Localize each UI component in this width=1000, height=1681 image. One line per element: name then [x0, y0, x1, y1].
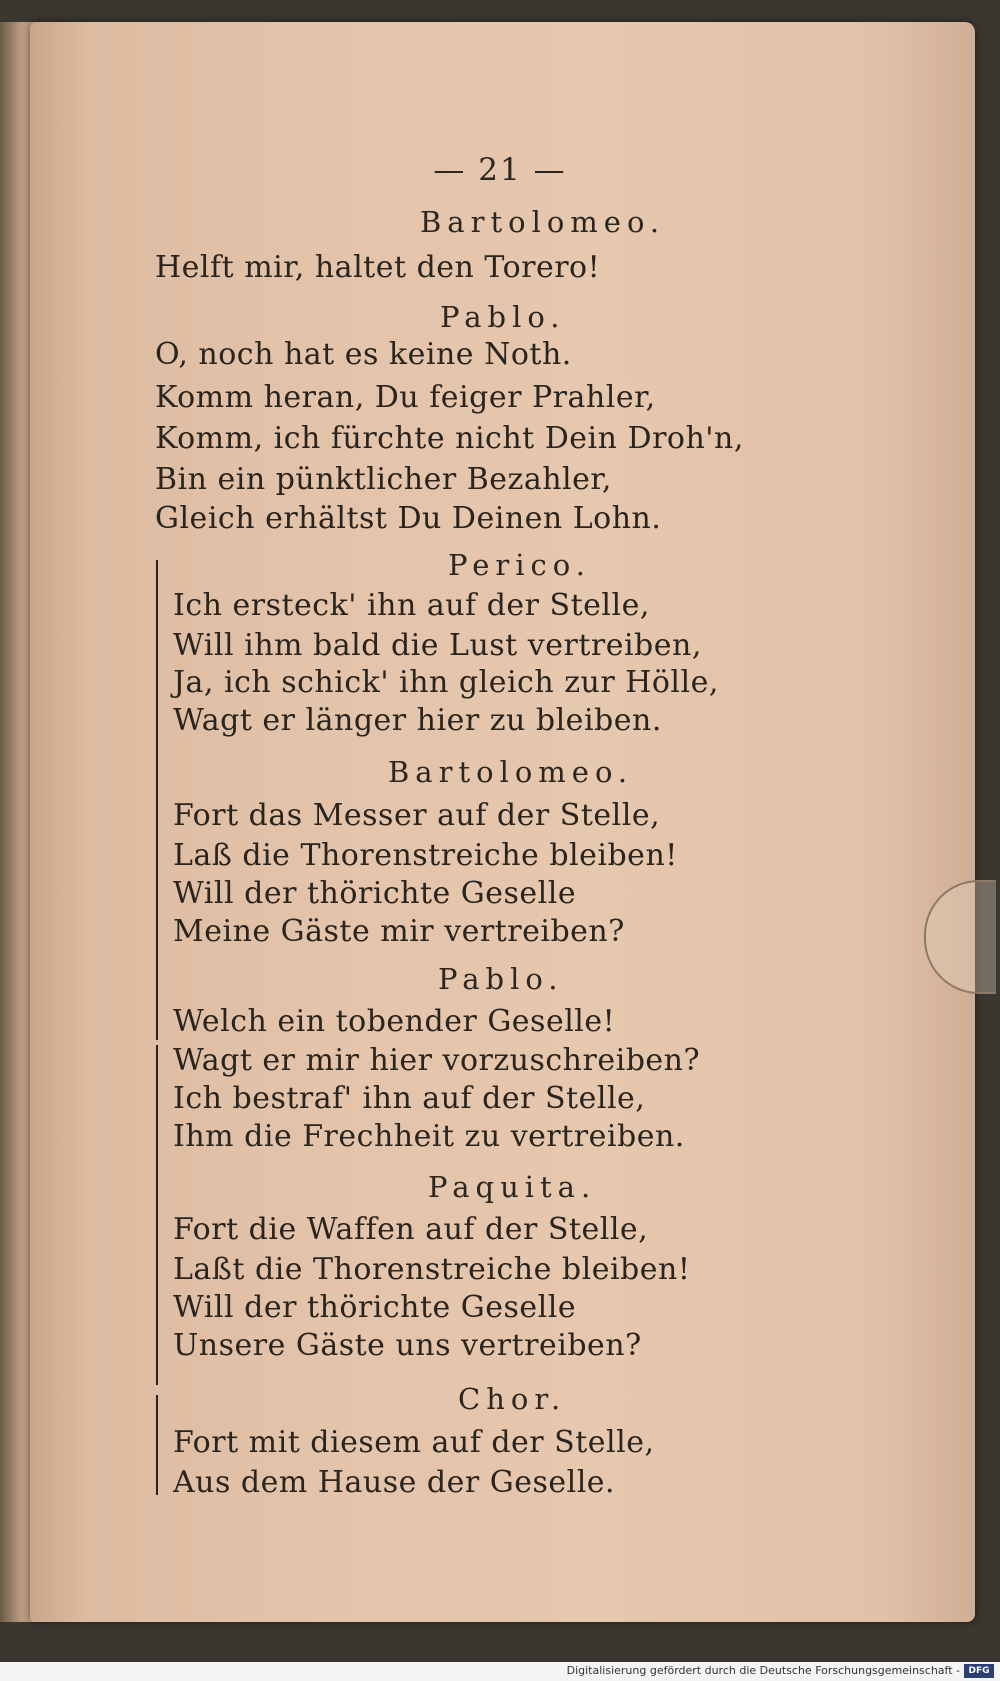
verse-line: Will der thörichte Geselle [173, 1290, 577, 1325]
verse-line: Fort die Waffen auf der Stelle, [173, 1212, 649, 1247]
page-number: — 21 — [433, 152, 567, 188]
speaker-name: Pablo. [438, 962, 564, 996]
verse-line: Fort das Messer auf der Stelle, [173, 798, 661, 833]
verse-line: O, noch hat es keine Noth. [155, 337, 572, 372]
verse-line: Aus dem Hause der Geselle. [173, 1465, 616, 1500]
footer-credit: Digitalisierung gefördert durch die Deutsche Forschungsgemeinschaft - [566, 1664, 960, 1677]
ensemble-bracket [156, 560, 158, 1040]
verse-line: Laß die Thorenstreiche bleiben! [173, 838, 678, 873]
verse-line: Will der thörichte Geselle [173, 876, 577, 911]
verse-line: Welch ein tobender Geselle! [173, 1004, 616, 1039]
speaker-name: Pablo. [440, 300, 566, 334]
speaker-name: Bartolomeo. [388, 755, 634, 789]
verse-line: Unsere Gäste uns vertreiben? [173, 1328, 642, 1363]
footer-bar [0, 1662, 1000, 1681]
verse-line: Fort mit diesem auf der Stelle, [173, 1425, 655, 1460]
ensemble-bracket [156, 1395, 158, 1495]
verse-line: Wagt er länger hier zu bleiben. [173, 703, 662, 738]
speaker-name: Chor. [458, 1382, 567, 1416]
verse-line: Will ihm bald die Lust vertreiben, [173, 628, 702, 663]
speaker-name: Perico. [448, 548, 591, 582]
verse-line: Ihm die Frechheit zu vertreiben. [173, 1119, 685, 1154]
verse-line: Helft mir, haltet den Torero! [155, 250, 601, 285]
verse-line: Meine Gäste mir vertreiben? [173, 914, 625, 949]
verse-line: Bin ein pünktlicher Bezahler, [155, 462, 612, 497]
ensemble-bracket [156, 1045, 158, 1385]
verse-line: Ja, ich schick' ihn gleich zur Hölle, [173, 665, 719, 700]
speaker-name: Paquita. [428, 1170, 597, 1204]
verse-line: Wagt er mir hier vorzuschreiben? [173, 1043, 701, 1078]
verse-line: Ich ersteck' ihn auf der Stelle, [173, 588, 650, 623]
dfg-logo: DFG [964, 1664, 994, 1678]
verse-line: Komm, ich fürchte nicht Dein Droh'n, [155, 421, 744, 456]
speaker-name: Bartolomeo. [420, 205, 666, 239]
verse-line: Komm heran, Du feiger Prahler, [155, 380, 656, 415]
verse-line: Laßt die Thorenstreiche bleiben! [173, 1252, 691, 1287]
verse-line: Gleich erhältst Du Deinen Lohn. [155, 501, 662, 536]
verse-line: Ich bestraf' ihn auf der Stelle, [173, 1081, 646, 1116]
